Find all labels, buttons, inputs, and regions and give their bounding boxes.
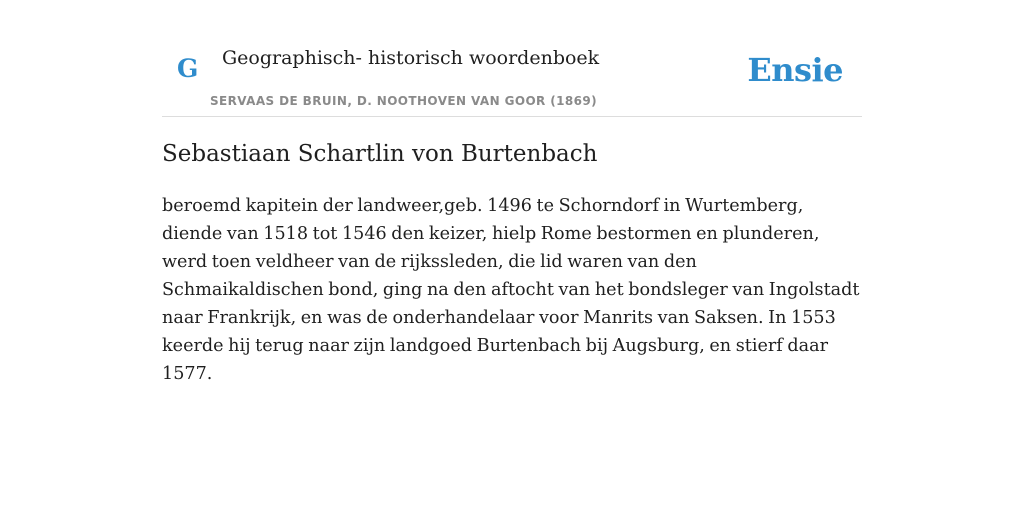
entry-body-text: beroemd kapitein der landweer,geb. 1496 te Schorndorf in Wurtemberg, diende van 1518 tot 1546 den keizer, hielp Rome bestormen en plunderen, werd toen veldheer van de rijkssleden, die lid waren van den Schmaikaldischen bond, ging na den aftocht van het bondsleger van Ingolstadt naar Frankrijk, en was de onderhandelaar voor Manrits van Saksen. In 1553 keerde hij terug naar zijn landgoed Burtenbach bij Augsburg, en stierf daar 1577.	[162, 196, 860, 384]
book-header	[162, 0, 862, 117]
ensie-logo[interactable]: Ensie	[747, 51, 843, 89]
book-letter-badge[interactable]: G	[177, 54, 199, 83]
page-container	[162, 0, 862, 384]
book-title-link[interactable]: Geographisch- historisch woordenboek	[222, 47, 600, 69]
book-author-label: SERVAAS DE BRUIN, D. NOOTHOVEN VAN GOOR (1869)	[210, 94, 598, 108]
entry-title: Sebastiaan Schartlin von Burtenbach	[162, 141, 598, 167]
